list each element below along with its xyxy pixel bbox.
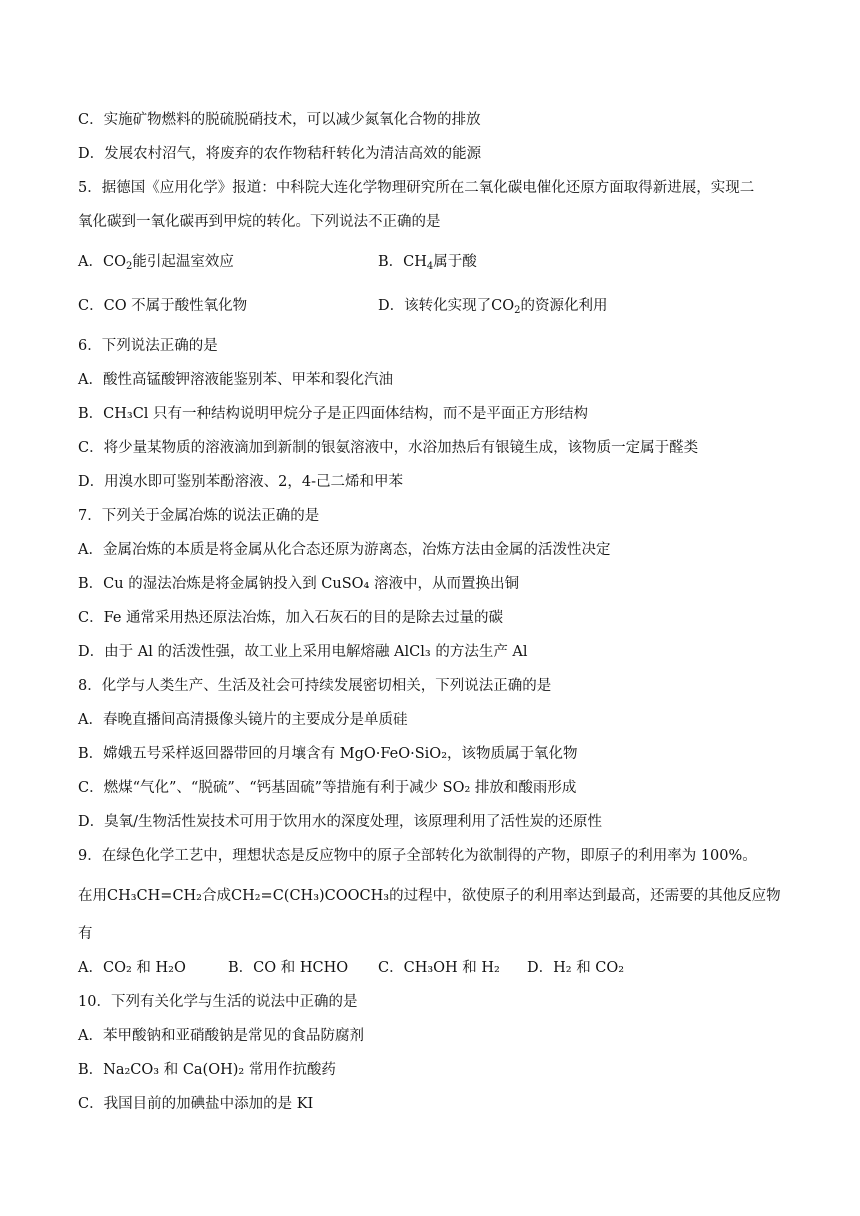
- q7-stem: 7．下列关于金属冶炼的说法正确的是: [78, 508, 320, 524]
- q10-stem: 10．下列有关化学与生活的说法中正确的是: [78, 994, 358, 1010]
- q5-option-a: A．$CO_2$能引起温室效应: [78, 254, 234, 272]
- q9-option-c: C．CH₃OH 和 H₂: [378, 960, 500, 976]
- q10-option-b: B．Na₂CO₃ 和 Ca(OH)₂ 常用作抗酸药: [78, 1062, 336, 1078]
- q4-option-d: D．发展农村沼气，将废弃的农作物秸秆转化为清洁高效的能源: [78, 146, 482, 162]
- q7-option-d: D．由于 Al 的活泼性强，故工业上采用电解熔融 AlCl₃ 的方法生产 Al: [78, 644, 528, 660]
- q6-option-a: A．酸性高锰酸钾溶液能鉴别苯、甲苯和裂化汽油: [78, 372, 393, 388]
- q9-stem-cont: 有: [78, 926, 93, 942]
- q5-option-c: C．CO 不属于酸性氧化物: [78, 298, 248, 314]
- q4-option-c: C．实施矿物燃料的脱硫脱硝技术，可以减少氮氧化合物的排放: [78, 112, 481, 128]
- q5-stem: 5．据德国《应用化学》报道：中科院大连化学物理研究所在二氧化碳电催化还原方面取得新进展，实现二: [78, 180, 755, 196]
- q6-option-b: B．CH₃Cl 只有一种结构说明甲烷分子是正四面体结构，而不是平面正方形结构: [78, 406, 589, 422]
- q9-stem: 9．在绿色化学工艺中，理想状态是反应物中的原子全部转化为欲制得的产物，即原子的利用率为 100%。: [78, 848, 757, 864]
- q7-option-b: B．Cu 的湿法冶炼是将金属钠投入到 CuSO₄ 溶液中，从而置换出铜: [78, 576, 519, 592]
- q7-option-a: A．金属冶炼的本质是将金属从化合态还原为游离态，冶炼方法由金属的活泼性决定: [78, 542, 611, 558]
- q5-option-b: B．$CH_4$属于酸: [378, 254, 477, 272]
- q10-option-c: C．我国目前的加碘盐中添加的是 KI: [78, 1096, 314, 1112]
- q5-option-d: D．该转化实现了$CO_2$的资源化利用: [378, 298, 608, 316]
- q5-stem-cont: 氧化碳到一氧化碳再到甲烷的转化。下列说法不正确的是: [78, 214, 441, 230]
- q6-option-d: D．用溴水即可鉴别苯酚溶液、2，4-己二烯和甲苯: [78, 474, 403, 490]
- q6-option-c: C．将少量某物质的溶液滴加到新制的银氨溶液中，水浴加热后有银镜生成，该物质一定属于醛类: [78, 440, 699, 456]
- q6-stem: 6．下列说法正确的是: [78, 338, 218, 354]
- q9-product-formula: CH₂=C(CH₃)COOCH₃: [231, 888, 390, 904]
- q8-option-c: C．燃煤“气化”、“脱硫”、“钙基固硫”等措施有利于减少 SO₂ 排放和酸雨形成: [78, 780, 577, 796]
- q7-option-c: C．Fe 通常采用热还原法冶炼，加入石灰石的目的是除去过量的碳: [78, 610, 504, 626]
- q10-option-a: A．苯甲酸钠和亚硝酸钠是常见的食品防腐剂: [78, 1028, 364, 1044]
- q9-reactant-formula: CH₃CH=CH₂: [107, 888, 202, 904]
- q8-option-d: D．臭氧/生物活性炭技术可用于饮用水的深度处理，该原理利用了活性炭的还原性: [78, 814, 603, 830]
- q9-option-a: A．CO₂ 和 H₂O: [78, 960, 186, 976]
- q8-option-a: A．春晚直播间高清摄像头镜片的主要成分是单质硅: [78, 712, 408, 728]
- q9-stem-formula-line: 在用CH₃CH=CH₂合成CH₂=C(CH₃)COOCH₃的过程中，欲使原子的利用率达到最高，还需要的其他反应物: [78, 888, 781, 904]
- q9-option-b: B．CO 和 HCHO: [228, 960, 349, 976]
- q9-option-d: D．H₂ 和 CO₂: [527, 960, 625, 976]
- q8-stem: 8．化学与人类生产、生活及社会可持续发展密切相关，下列说法正确的是: [78, 678, 552, 694]
- q8-option-b: B．嫦娥五号采样返回器带回的月壤含有 MgO·FeO·SiO₂，该物质属于氧化物: [78, 746, 578, 762]
